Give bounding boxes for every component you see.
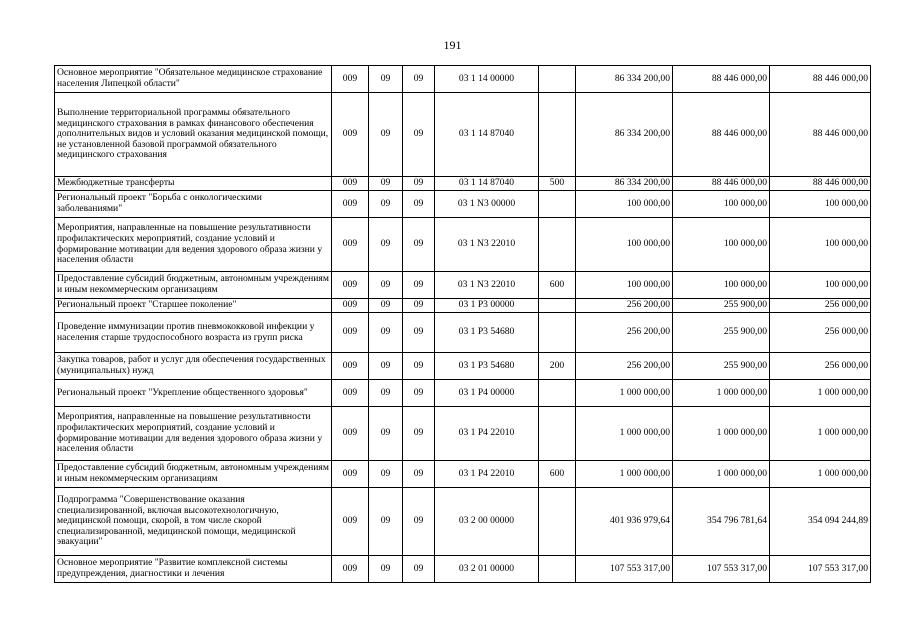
row-year2: 1 000 000,00: [673, 461, 770, 488]
row-name: Выполнение территориальной программы обязательного медицинского страхования в рамках финансового обеспечения дополнительных видов и условий оказания медицинской помощи, не установленной базовой программой обязательного медицинского страхования: [55, 93, 332, 177]
row-pr: 09: [403, 272, 435, 299]
row-name: Подпрограмма "Совершенствование оказания специализированной, включая высокотехнологичную, медицинской помощи, скорой, в том числе скорой специализированной, медицинской помощи, медицинской эвакуации": [55, 488, 332, 556]
row-csr: 03 1 14 00000: [435, 66, 539, 93]
row-year1: 1 000 000,00: [576, 461, 673, 488]
row-csr: 03 1 14 87040: [435, 93, 539, 177]
row-year2: 100 000,00: [673, 191, 770, 218]
row-year3: 256 000,00: [770, 313, 871, 353]
row-name: Мероприятия, направленные на повышение результативности профилактических мероприятий, создание условий и формирование мотивации для ведения здорового образа жизни у населения области: [55, 218, 332, 272]
row-year1: 401 936 979,64: [576, 488, 673, 556]
row-year3: 256 000,00: [770, 299, 871, 313]
row-year2: 88 446 000,00: [673, 93, 770, 177]
row-year1: 256 200,00: [576, 299, 673, 313]
row-name: Региональный проект "Борьба с онкологическими заболеваниями": [55, 191, 332, 218]
row-year3: 88 446 000,00: [770, 66, 871, 93]
table-row: [55, 177, 871, 191]
row-ved: 009: [332, 488, 369, 556]
row-ved: 009: [332, 299, 369, 313]
row-name: Мероприятия, направленные на повышение результативности профилактических мероприятий, создание условий и формирование мотивации для ведения здорового образа жизни у населения области: [55, 407, 332, 461]
row-pr: 09: [403, 461, 435, 488]
row-year3: 100 000,00: [770, 191, 871, 218]
row-year2: 100 000,00: [673, 218, 770, 272]
row-csr: 03 1 P4 22010: [435, 407, 539, 461]
row-csr: 03 1 P3 54680: [435, 313, 539, 353]
row-year1: 1 000 000,00: [576, 407, 673, 461]
row-vr: [539, 191, 576, 218]
row-vr: [539, 93, 576, 177]
table-row: [55, 380, 871, 407]
row-year2: 100 000,00: [673, 272, 770, 299]
row-name: Закупка товаров, работ и услуг для обеспечения государственных (муниципальных) нужд: [55, 353, 332, 380]
row-rz: 09: [369, 461, 403, 488]
row-year1: 100 000,00: [576, 218, 673, 272]
page-number: 191: [443, 38, 462, 52]
row-pr: 09: [403, 191, 435, 218]
table-row: [55, 66, 871, 93]
row-rz: 09: [369, 299, 403, 313]
row-csr: 03 1 14 87040: [435, 177, 539, 191]
table-row: [55, 299, 871, 313]
row-vr: 500: [539, 177, 576, 191]
row-year3: 1 000 000,00: [770, 461, 871, 488]
row-rz: 09: [369, 191, 403, 218]
row-csr: 03 1 N3 22010: [435, 218, 539, 272]
row-csr: 03 1 N3 22010: [435, 272, 539, 299]
row-rz: 09: [369, 66, 403, 93]
row-year2: 255 900,00: [673, 299, 770, 313]
row-ved: 009: [332, 461, 369, 488]
table-row: [55, 488, 871, 556]
row-name: Основное мероприятие "Развитие комплексной системы предупреждения, диагностики и лечения: [55, 556, 332, 583]
row-vr: [539, 488, 576, 556]
table-row: [55, 191, 871, 218]
row-year2: 255 900,00: [673, 353, 770, 380]
row-year2: 255 900,00: [673, 313, 770, 353]
table-row: [55, 272, 871, 299]
table-row: [55, 93, 871, 177]
row-rz: 09: [369, 218, 403, 272]
row-ved: 009: [332, 407, 369, 461]
row-csr: 03 2 01 00000: [435, 556, 539, 583]
row-rz: 09: [369, 272, 403, 299]
row-ved: 009: [332, 380, 369, 407]
table-row: [55, 218, 871, 272]
row-year3: 256 000,00: [770, 353, 871, 380]
row-year2: 88 446 000,00: [673, 177, 770, 191]
row-year3: 1 000 000,00: [770, 380, 871, 407]
row-name: Основное мероприятие "Обязательное медицинское страхование населения Липецкой области": [55, 66, 332, 93]
row-year1: 256 200,00: [576, 313, 673, 353]
row-vr: [539, 299, 576, 313]
row-pr: 09: [403, 299, 435, 313]
row-rz: 09: [369, 177, 403, 191]
row-ved: 009: [332, 218, 369, 272]
row-csr: 03 1 P3 00000: [435, 299, 539, 313]
row-year2: 1 000 000,00: [673, 407, 770, 461]
row-rz: 09: [369, 556, 403, 583]
row-year2: 1 000 000,00: [673, 380, 770, 407]
row-rz: 09: [369, 93, 403, 177]
row-year3: 100 000,00: [770, 218, 871, 272]
row-name: Межбюджетные трансферты: [55, 177, 332, 191]
row-rz: 09: [369, 313, 403, 353]
row-pr: 09: [403, 218, 435, 272]
row-year1: 86 334 200,00: [576, 93, 673, 177]
row-year1: 100 000,00: [576, 191, 673, 218]
row-year2: 88 446 000,00: [673, 66, 770, 93]
row-ved: 009: [332, 191, 369, 218]
row-year3: 88 446 000,00: [770, 177, 871, 191]
row-year1: 107 553 317,00: [576, 556, 673, 583]
budget-table: [54, 65, 871, 583]
row-year1: 86 334 200,00: [576, 177, 673, 191]
row-pr: 09: [403, 488, 435, 556]
row-year3: 354 094 244,89: [770, 488, 871, 556]
row-year3: 1 000 000,00: [770, 407, 871, 461]
row-csr: 03 1 P4 00000: [435, 380, 539, 407]
row-pr: 09: [403, 93, 435, 177]
table-row: [55, 313, 871, 353]
row-pr: 09: [403, 177, 435, 191]
table-row: [55, 556, 871, 583]
row-csr: 03 2 00 00000: [435, 488, 539, 556]
row-rz: 09: [369, 353, 403, 380]
row-vr: [539, 66, 576, 93]
row-vr: [539, 313, 576, 353]
row-ved: 009: [332, 313, 369, 353]
row-year3: 100 000,00: [770, 272, 871, 299]
row-year1: 100 000,00: [576, 272, 673, 299]
row-name: Региональный проект "Укрепление общественного здоровья": [55, 380, 332, 407]
row-year2: 354 796 781,64: [673, 488, 770, 556]
row-rz: 09: [369, 488, 403, 556]
row-ved: 009: [332, 353, 369, 380]
row-vr: [539, 380, 576, 407]
row-csr: 03 1 N3 00000: [435, 191, 539, 218]
row-year1: 86 334 200,00: [576, 66, 673, 93]
row-csr: 03 1 P4 22010: [435, 461, 539, 488]
table-row: [55, 353, 871, 380]
row-vr: 600: [539, 461, 576, 488]
row-pr: 09: [403, 313, 435, 353]
row-vr: [539, 556, 576, 583]
row-vr: [539, 218, 576, 272]
row-name: Региональный проект "Старшее поколение": [55, 299, 332, 313]
row-pr: 09: [403, 556, 435, 583]
row-ved: 009: [332, 93, 369, 177]
row-name: Проведение иммунизации против пневмококковой инфекции у населения старше трудоспособного возраста из групп риска: [55, 313, 332, 353]
row-pr: 09: [403, 66, 435, 93]
row-vr: 600: [539, 272, 576, 299]
row-rz: 09: [369, 407, 403, 461]
row-year1: 256 200,00: [576, 353, 673, 380]
row-name: Предоставление субсидий бюджетным, автономным учреждениям и иным некоммерческим организациям: [55, 272, 332, 299]
row-year3: 88 446 000,00: [770, 93, 871, 177]
row-name: Предоставление субсидий бюджетным, автономным учреждениям и иным некоммерческим организациям: [55, 461, 332, 488]
row-vr: 200: [539, 353, 576, 380]
row-pr: 09: [403, 380, 435, 407]
row-ved: 009: [332, 66, 369, 93]
table-row: [55, 407, 871, 461]
row-pr: 09: [403, 407, 435, 461]
row-year1: 1 000 000,00: [576, 380, 673, 407]
row-vr: [539, 407, 576, 461]
row-ved: 009: [332, 556, 369, 583]
table-row: [55, 461, 871, 488]
row-rz: 09: [369, 380, 403, 407]
row-year2: 107 553 317,00: [673, 556, 770, 583]
row-ved: 009: [332, 177, 369, 191]
row-ved: 009: [332, 272, 369, 299]
row-year3: 107 553 317,00: [770, 556, 871, 583]
row-pr: 09: [403, 353, 435, 380]
row-csr: 03 1 P3 54680: [435, 353, 539, 380]
